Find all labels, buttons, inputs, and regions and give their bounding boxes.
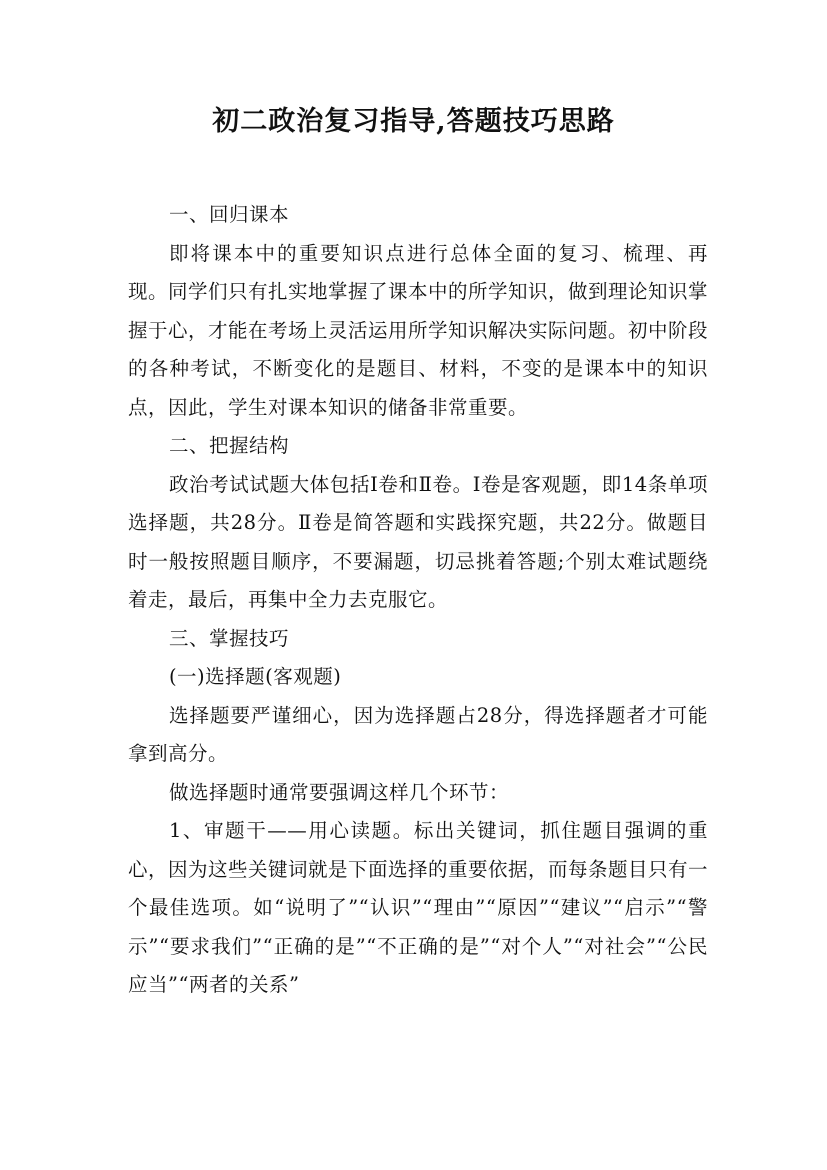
section-heading-master-skills: 三、掌握技巧 [168, 626, 289, 650]
section-heading-grasp-structure: 二、把握结构 [168, 434, 289, 457]
paragraph-textbook-review: 即将课本中的重要知识点进行总体全面的复习、梳理、再现。同学们只有扎实地掌握了课本中的所学知识，做到理论知识掌握于心，才能在考场上灵活运用所学知识解决实际问题。初中阶段的各种考试，不断变化的是题目、材料，不变的是课本中的知识点，因此，学生对课本知识的储备非常重要。 [128, 241, 709, 419]
document-body [128, 196, 708, 1005]
paragraph-exam-structure: 政治考试试题大体包括Ⅰ卷和Ⅱ卷。Ⅰ卷是客观题，即14条单项选择题，共28分。Ⅱ卷是简答题和实践探究题，共22分。做题目时一般按照题目顺序，不要漏题，切忌挑着答题;个别太难试题绕着走，最后，再集中全力去克服它。 [128, 472, 708, 611]
paragraph-multiple-choice-care: 选择题要严谨细心，因为选择题占28分，得选择题者才可能拿到高分。 [128, 703, 708, 765]
paragraph-key-steps-intro: 做选择题时通常要强调这样几个环节： [168, 780, 509, 804]
section-heading-return-to-textbook: 一、回归课本 [168, 203, 289, 226]
subsection-heading-multiple-choice: (一)选择题(客观题) [168, 665, 342, 688]
document-title: 初二政治复习指导,答题技巧思路 [212, 106, 615, 137]
paragraph-step-read-stem: 1、审题干——用心读题。标出关键词，抓住题目强调的重心，因为这些关键词就是下面选择的重要依据，而每条题目只有一个最佳选项。如“说明了”“认识”“理由”“原因”“建议”“启示”“警示”“要求我们”“正确的是”“不正确的是”“对个人”“对社会”“公民应当”“两者的关系” [128, 819, 709, 996]
